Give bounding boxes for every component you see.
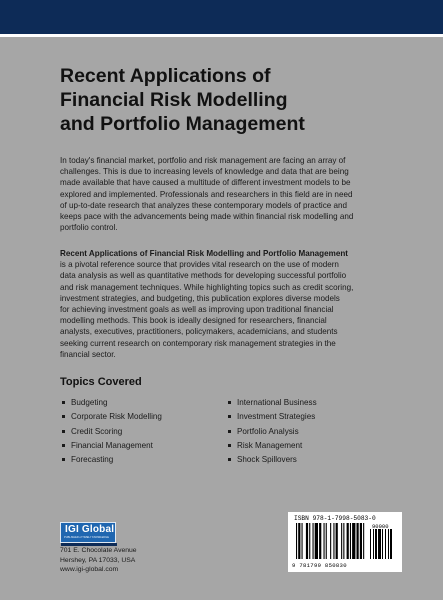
- paragraph-line: made available that have caused a multitude of different investment models to be: [60, 178, 351, 188]
- barcode-bar: [357, 523, 359, 559]
- topics-heading: Topics Covered: [60, 376, 142, 388]
- topic-label: Corporate Risk Modelling: [71, 412, 162, 422]
- title-line: and Portfolio Management: [60, 113, 305, 135]
- topic-item: [228, 453, 317, 467]
- paragraph-line: is a pivotal reference source that provides vital research on the use of modern: [60, 260, 339, 270]
- barcode-bar: [347, 523, 349, 559]
- topic-label: Forecasting: [71, 455, 114, 465]
- barcode-bar: [309, 523, 310, 559]
- bullet-icon: [228, 430, 231, 433]
- barcode-addon-bar: [373, 529, 374, 559]
- paragraph-line: of up-to-date research that analyzes these contemporary models of practice and: [60, 200, 348, 210]
- topic-item: [62, 396, 162, 410]
- description-paragraph-2: [60, 248, 395, 360]
- bullet-icon: [62, 430, 65, 433]
- barcode-addon-bar: [375, 529, 377, 559]
- barcode-graphic: [294, 523, 396, 561]
- barcode-bar: [302, 523, 303, 559]
- barcode-addon-bar: [370, 529, 371, 559]
- paragraph-line: challenges. This is due to increasing levels of knowledge and data that are being: [60, 167, 349, 177]
- paragraph-line: and risk management techniques. While highlighting topics such as credit scoring,: [60, 282, 354, 292]
- book-title: [60, 64, 400, 136]
- barcode-bar: [352, 523, 355, 559]
- barcode-addon-bar: [388, 529, 389, 559]
- barcode-bar: [313, 523, 314, 559]
- topic-label: Financial Management: [71, 440, 153, 450]
- barcode-bar: [306, 523, 308, 559]
- logo-tagline: PUBLISHER of TIMELY KNOWLEDGE: [64, 536, 109, 539]
- paragraph-line: In today's financial market, portfolio and risk management are facing an array of: [60, 156, 346, 165]
- topic-label: Credit Scoring: [71, 426, 123, 436]
- publisher-website-link[interactable]: www.igi-global.com: [60, 566, 119, 574]
- bullet-icon: [62, 415, 65, 418]
- topic-item: [62, 425, 162, 439]
- topic-label: Investment Strategies: [237, 412, 316, 422]
- topic-item: [228, 410, 317, 424]
- barcode-bar: [296, 523, 297, 559]
- paragraph-line: modelling methods. This book is ideally designed for researchers, financial: [60, 316, 327, 326]
- barcode-addon-bar: [385, 529, 386, 559]
- barcode-bar: [319, 523, 321, 559]
- topic-item: [62, 453, 162, 467]
- barcode-bar: [350, 523, 351, 559]
- barcode-bar: [336, 523, 338, 559]
- bullet-icon: [62, 444, 65, 447]
- topics-list-right: [228, 396, 317, 467]
- paragraph-line: portfolio control.: [60, 223, 118, 233]
- logo-text: IGI Global: [65, 524, 115, 535]
- barcode-bar: [363, 523, 364, 559]
- bullet-icon: [228, 458, 231, 461]
- bullet-icon: [228, 401, 231, 404]
- isbn-barcode: [288, 512, 402, 572]
- topic-item: [228, 396, 317, 410]
- paragraph-line: seeking current research on contemporary risk management strategies in the: [60, 338, 336, 348]
- barcode-bar: [341, 523, 342, 559]
- barcode-bar: [343, 523, 344, 559]
- topic-item: [62, 439, 162, 453]
- paragraph-line: keeps pace with the advancements being made within financial risk modelling and: [60, 212, 354, 222]
- barcode-bar: [333, 523, 334, 559]
- barcode-bar: [298, 523, 300, 559]
- barcode-addon-bar: [390, 529, 392, 559]
- topic-label: Budgeting: [71, 398, 108, 407]
- topic-label: International Business: [237, 398, 317, 407]
- cover-top-stripe: [0, 34, 443, 37]
- paragraph-line: investment strategies, and budgeting, this publication explores diverse models: [60, 293, 340, 303]
- bullet-icon: [228, 415, 231, 418]
- address-line: 701 E. Chocolate Avenue: [60, 547, 137, 554]
- topic-label: Portfolio Analysis: [237, 426, 299, 436]
- address-line: Hershey, PA 17033, USA: [60, 556, 136, 564]
- topic-item: [62, 410, 162, 424]
- isbn-label: ISBN 978-1-7998-5083-0: [294, 515, 376, 522]
- description-paragraph-1: [60, 155, 395, 233]
- barcode-bar: [324, 523, 325, 559]
- paragraph-line: for achieving investment goals as well as improving upon traditional financial: [60, 305, 334, 315]
- bullet-icon: [62, 401, 65, 404]
- topic-label: Risk Management: [237, 440, 303, 450]
- bullet-icon: [62, 458, 65, 461]
- title-line: Recent Applications of: [60, 65, 271, 87]
- topic-item: [228, 425, 317, 439]
- barcode-bar: [360, 523, 362, 559]
- publisher-address: [60, 546, 137, 575]
- topics-list-left: [62, 396, 162, 467]
- topic-item: [228, 439, 317, 453]
- paragraph-line: financial sector.: [60, 349, 116, 359]
- barcode-bar: [326, 523, 327, 559]
- paragraph-bold-title: Recent Applications of Financial Risk Modelling and Portfolio Management: [60, 249, 348, 258]
- ean-digits: 9 781799 850830: [292, 562, 347, 569]
- topic-label: Shock Spillovers: [237, 455, 297, 465]
- paragraph-line: analysts, executives, practitioners, policymakers, academicians, and students: [60, 327, 338, 337]
- publisher-logo: [60, 522, 116, 543]
- barcode-bar: [315, 523, 318, 559]
- paragraph-line: explored and implemented. Professionals and researchers in this field are in need: [60, 189, 353, 199]
- bullet-icon: [228, 444, 231, 447]
- paragraph-line: data analysis as well as quantitative methods for developing successful portfolio: [60, 271, 347, 281]
- barcode-bar: [330, 523, 331, 559]
- title-line: Financial Risk Modelling: [60, 89, 288, 111]
- cover-top-band: [0, 0, 443, 34]
- price-code: 90000: [372, 523, 389, 530]
- barcode-addon-bar: [382, 529, 383, 559]
- barcode-addon-bar: [378, 529, 381, 559]
